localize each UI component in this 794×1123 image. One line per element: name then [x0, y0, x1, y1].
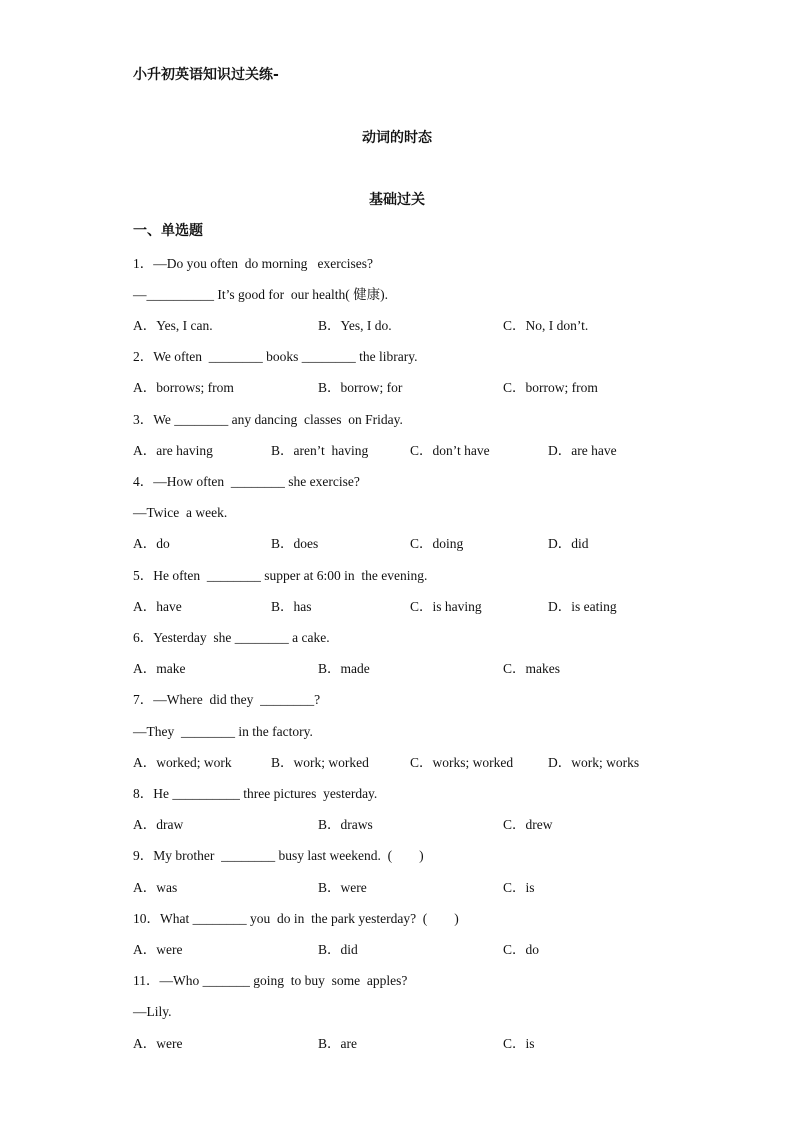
question-11-option-a[interactable]: A．were: [133, 1036, 183, 1051]
question-10-line-1: 10．What ________ you do in the park yesterday? ( ): [133, 911, 459, 926]
question-11-line-1: 11．—Who _______ going to buy some apples?: [133, 973, 408, 988]
question-5-option-b[interactable]: B．has: [271, 599, 312, 614]
question-7-option-b[interactable]: B．work; worked: [271, 755, 369, 770]
question-4-option-d[interactable]: D．did: [548, 536, 589, 551]
question-6-option-b[interactable]: B．made: [318, 661, 370, 676]
question-5-line-1: 5．He often ________ supper at 6:00 in the evening.: [133, 568, 428, 583]
question-7-option-a[interactable]: A．worked; work: [133, 755, 232, 770]
question-5-option-d[interactable]: D．is eating: [548, 599, 617, 614]
question-9-option-a[interactable]: A．was: [133, 880, 178, 895]
question-11-option-b[interactable]: B．are: [318, 1036, 357, 1051]
question-8-option-a[interactable]: A．draw: [133, 817, 184, 832]
question-7-line-1: 7．—Where did they ________?: [133, 692, 321, 707]
question-3-line-1: 3．We ________ any dancing classes on Friday.: [133, 412, 403, 427]
question-4-line-2: —Twice a week.: [133, 505, 228, 520]
question-10-option-a[interactable]: A．were: [133, 942, 183, 957]
question-9-option-b[interactable]: B．were: [318, 880, 367, 895]
question-4-option-c[interactable]: C．doing: [410, 536, 464, 551]
question-1-option-b[interactable]: B．Yes, I do.: [318, 318, 392, 333]
question-1-option-a[interactable]: A．Yes, I can.: [133, 318, 213, 333]
question-4-option-a[interactable]: A．do: [133, 536, 170, 551]
question-1-option-c[interactable]: C．No, I don’t.: [503, 318, 589, 333]
question-6-option-c[interactable]: C．makes: [503, 661, 560, 676]
question-7-option-c[interactable]: C．works; worked: [410, 755, 514, 770]
section-title: 基础过关: [369, 192, 425, 208]
question-8-line-1: 8．He __________ three pictures yesterday.: [133, 786, 378, 801]
question-2-line-1: 2．We often ________ books ________ the library.: [133, 349, 418, 364]
question-7-line-2: —They ________ in the factory.: [133, 724, 313, 739]
question-4-option-b[interactable]: B．does: [271, 536, 319, 551]
question-7-option-d[interactable]: D．work; works: [548, 755, 640, 770]
series-title: 小升初英语知识过关练-: [133, 67, 279, 83]
question-11-option-c[interactable]: C．is: [503, 1036, 535, 1051]
question-2-option-c[interactable]: C．borrow; from: [503, 380, 598, 395]
question-6-option-a[interactable]: A．make: [133, 661, 186, 676]
question-4-line-1: 4．—How often ________ she exercise?: [133, 474, 360, 489]
question-2-option-a[interactable]: A．borrows; from: [133, 380, 234, 395]
question-5-option-a[interactable]: A．have: [133, 599, 182, 614]
question-5-option-c[interactable]: C．is having: [410, 599, 482, 614]
question-3-option-a[interactable]: A．are having: [133, 443, 213, 458]
question-9-option-c[interactable]: C．is: [503, 880, 535, 895]
question-2-option-b[interactable]: B．borrow; for: [318, 380, 403, 395]
question-3-option-b[interactable]: B．aren’t having: [271, 443, 369, 458]
question-1-line-2: —__________ It’s good for our health( 健康).: [133, 287, 388, 302]
question-11-line-2: —Lily.: [133, 1004, 172, 1019]
part-label: 一、单选题: [133, 223, 203, 239]
question-1-line-1: 1．—Do you often do morning exercises?: [133, 256, 373, 271]
topic-title: 动词的时态: [362, 130, 432, 146]
question-10-option-b[interactable]: B．did: [318, 942, 358, 957]
question-10-option-c[interactable]: C．do: [503, 942, 540, 957]
question-3-option-c[interactable]: C．don’t have: [410, 443, 490, 458]
question-8-option-c[interactable]: C．drew: [503, 817, 553, 832]
question-8-option-b[interactable]: B．draws: [318, 817, 373, 832]
question-3-option-d[interactable]: D．are have: [548, 443, 617, 458]
question-6-line-1: 6．Yesterday she ________ a cake.: [133, 630, 330, 645]
question-9-line-1: 9．My brother ________ busy last weekend. ( ): [133, 848, 424, 863]
